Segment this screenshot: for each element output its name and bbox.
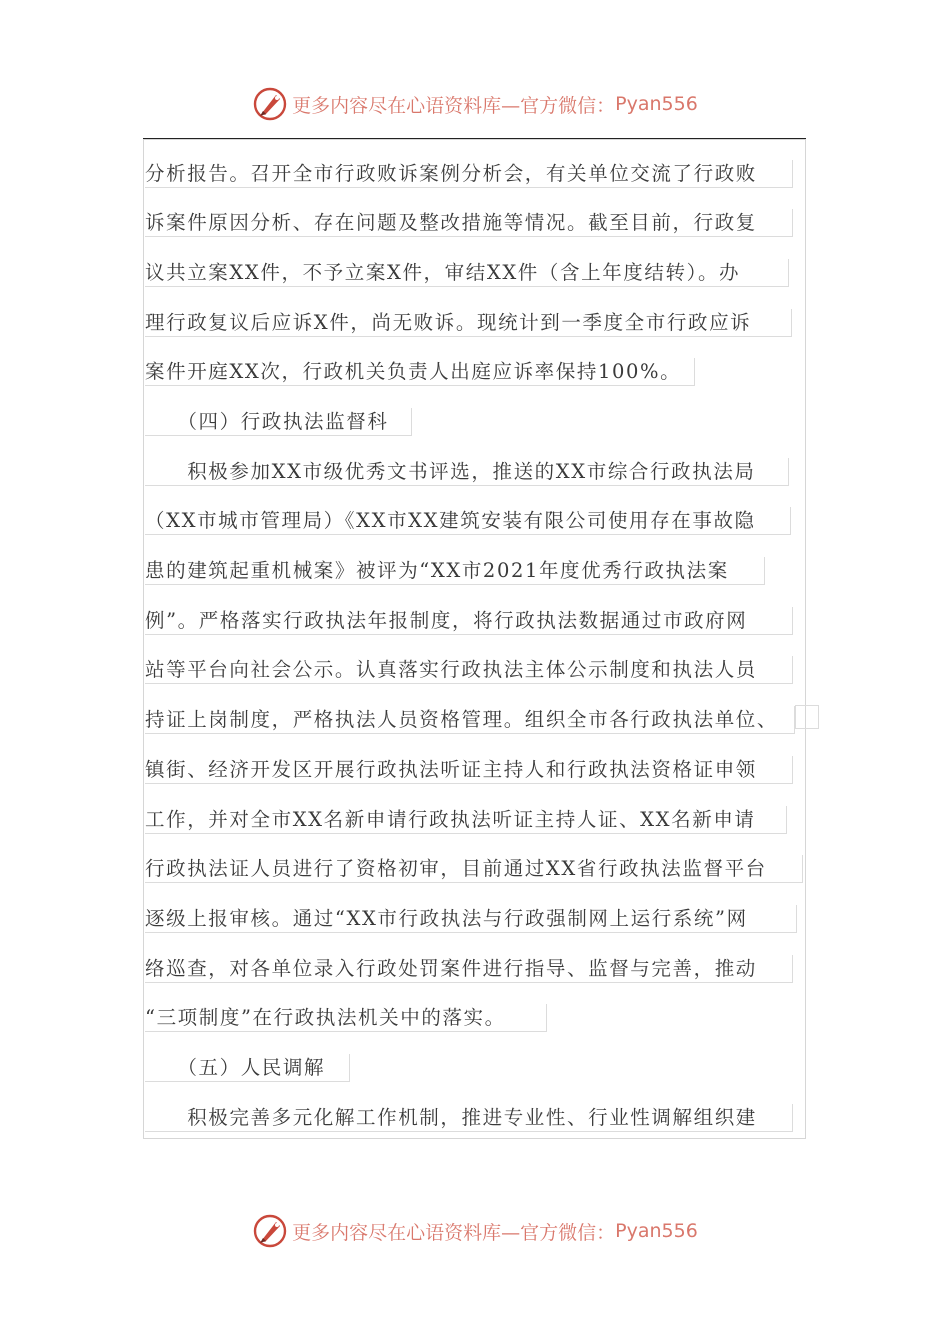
section-heading: （五）人民调解 <box>145 1054 350 1082</box>
text-line: 积极完善多元化解工作机制，推进专业性、行业性调解组织建 <box>145 1104 793 1132</box>
text-line: 络巡查，对各单位录入行政处罚案件进行指导、监督与完善，推动 <box>145 955 793 983</box>
pen-nib-icon <box>252 86 288 122</box>
text-line: 案件开庭XX次，行政机关负责人出庭应诉率保持100%。 <box>145 358 695 386</box>
text-line: 持证上岗制度，严格执法人员资格管理。组织全市各行政执法单位、 <box>145 706 795 734</box>
text-line: 患的建筑起重机械案》被评为“XX市2021年度优秀行政执法案 <box>145 557 765 585</box>
banner-text: 更多内容尽在心语资料库—官方微信： <box>292 1221 616 1244</box>
banner-wechat-id: Pyan556 <box>615 93 698 115</box>
document-body <box>143 139 806 1139</box>
section-heading: （四）行政执法监督科 <box>145 408 412 436</box>
pen-nib-icon <box>252 1213 288 1249</box>
text-line: 例”。严格落实行政执法年报制度，将行政执法数据通过市政府网 <box>145 607 793 635</box>
banner-wechat-id: Pyan556 <box>615 1220 698 1242</box>
text-line: 工作，并对全市XX名新申请行政执法听证主持人证、XX名新申请 <box>145 806 787 834</box>
text-line: 诉案件原因分析、存在问题及整改措施等情况。截至目前，行政复 <box>145 209 793 237</box>
text-line: 行政执法证人员进行了资格初审，目前通过XX省行政执法监督平台 <box>145 855 803 883</box>
text-line: 议共立案XX件，不予立案X件，审结XX件（含上年度结转）。办 <box>145 259 789 287</box>
text-line: 分析报告。召开全市行政败诉案例分析会，有关单位交流了行政败 <box>145 160 793 188</box>
text-line: 理行政复议后应诉X件，尚无败诉。现统计到一季度全市行政应诉 <box>145 309 792 337</box>
overflow-cell <box>795 705 819 729</box>
text-line: （XX市城市管理局）《XX市XX建筑安装有限公司使用存在事故隐 <box>145 507 791 535</box>
header-banner <box>0 84 950 124</box>
text-line: 站等平台向社会公示。认真落实行政执法主体公示制度和执法人员 <box>145 656 793 684</box>
text-line: 镇街、经济开发区开展行政执法听证主持人和行政执法资格证申领 <box>145 756 793 784</box>
text-line: “三项制度”在行政执法机关中的落实。 <box>145 1004 547 1032</box>
text-line: 逐级上报审核。通过“XX市行政执法与行政强制网上运行系统”网 <box>145 905 797 933</box>
footer-banner <box>0 1211 950 1251</box>
text-line: 积极参加XX市级优秀文书评选，推送的XX市综合行政执法局 <box>145 458 789 486</box>
banner-text: 更多内容尽在心语资料库—官方微信： <box>292 94 616 117</box>
